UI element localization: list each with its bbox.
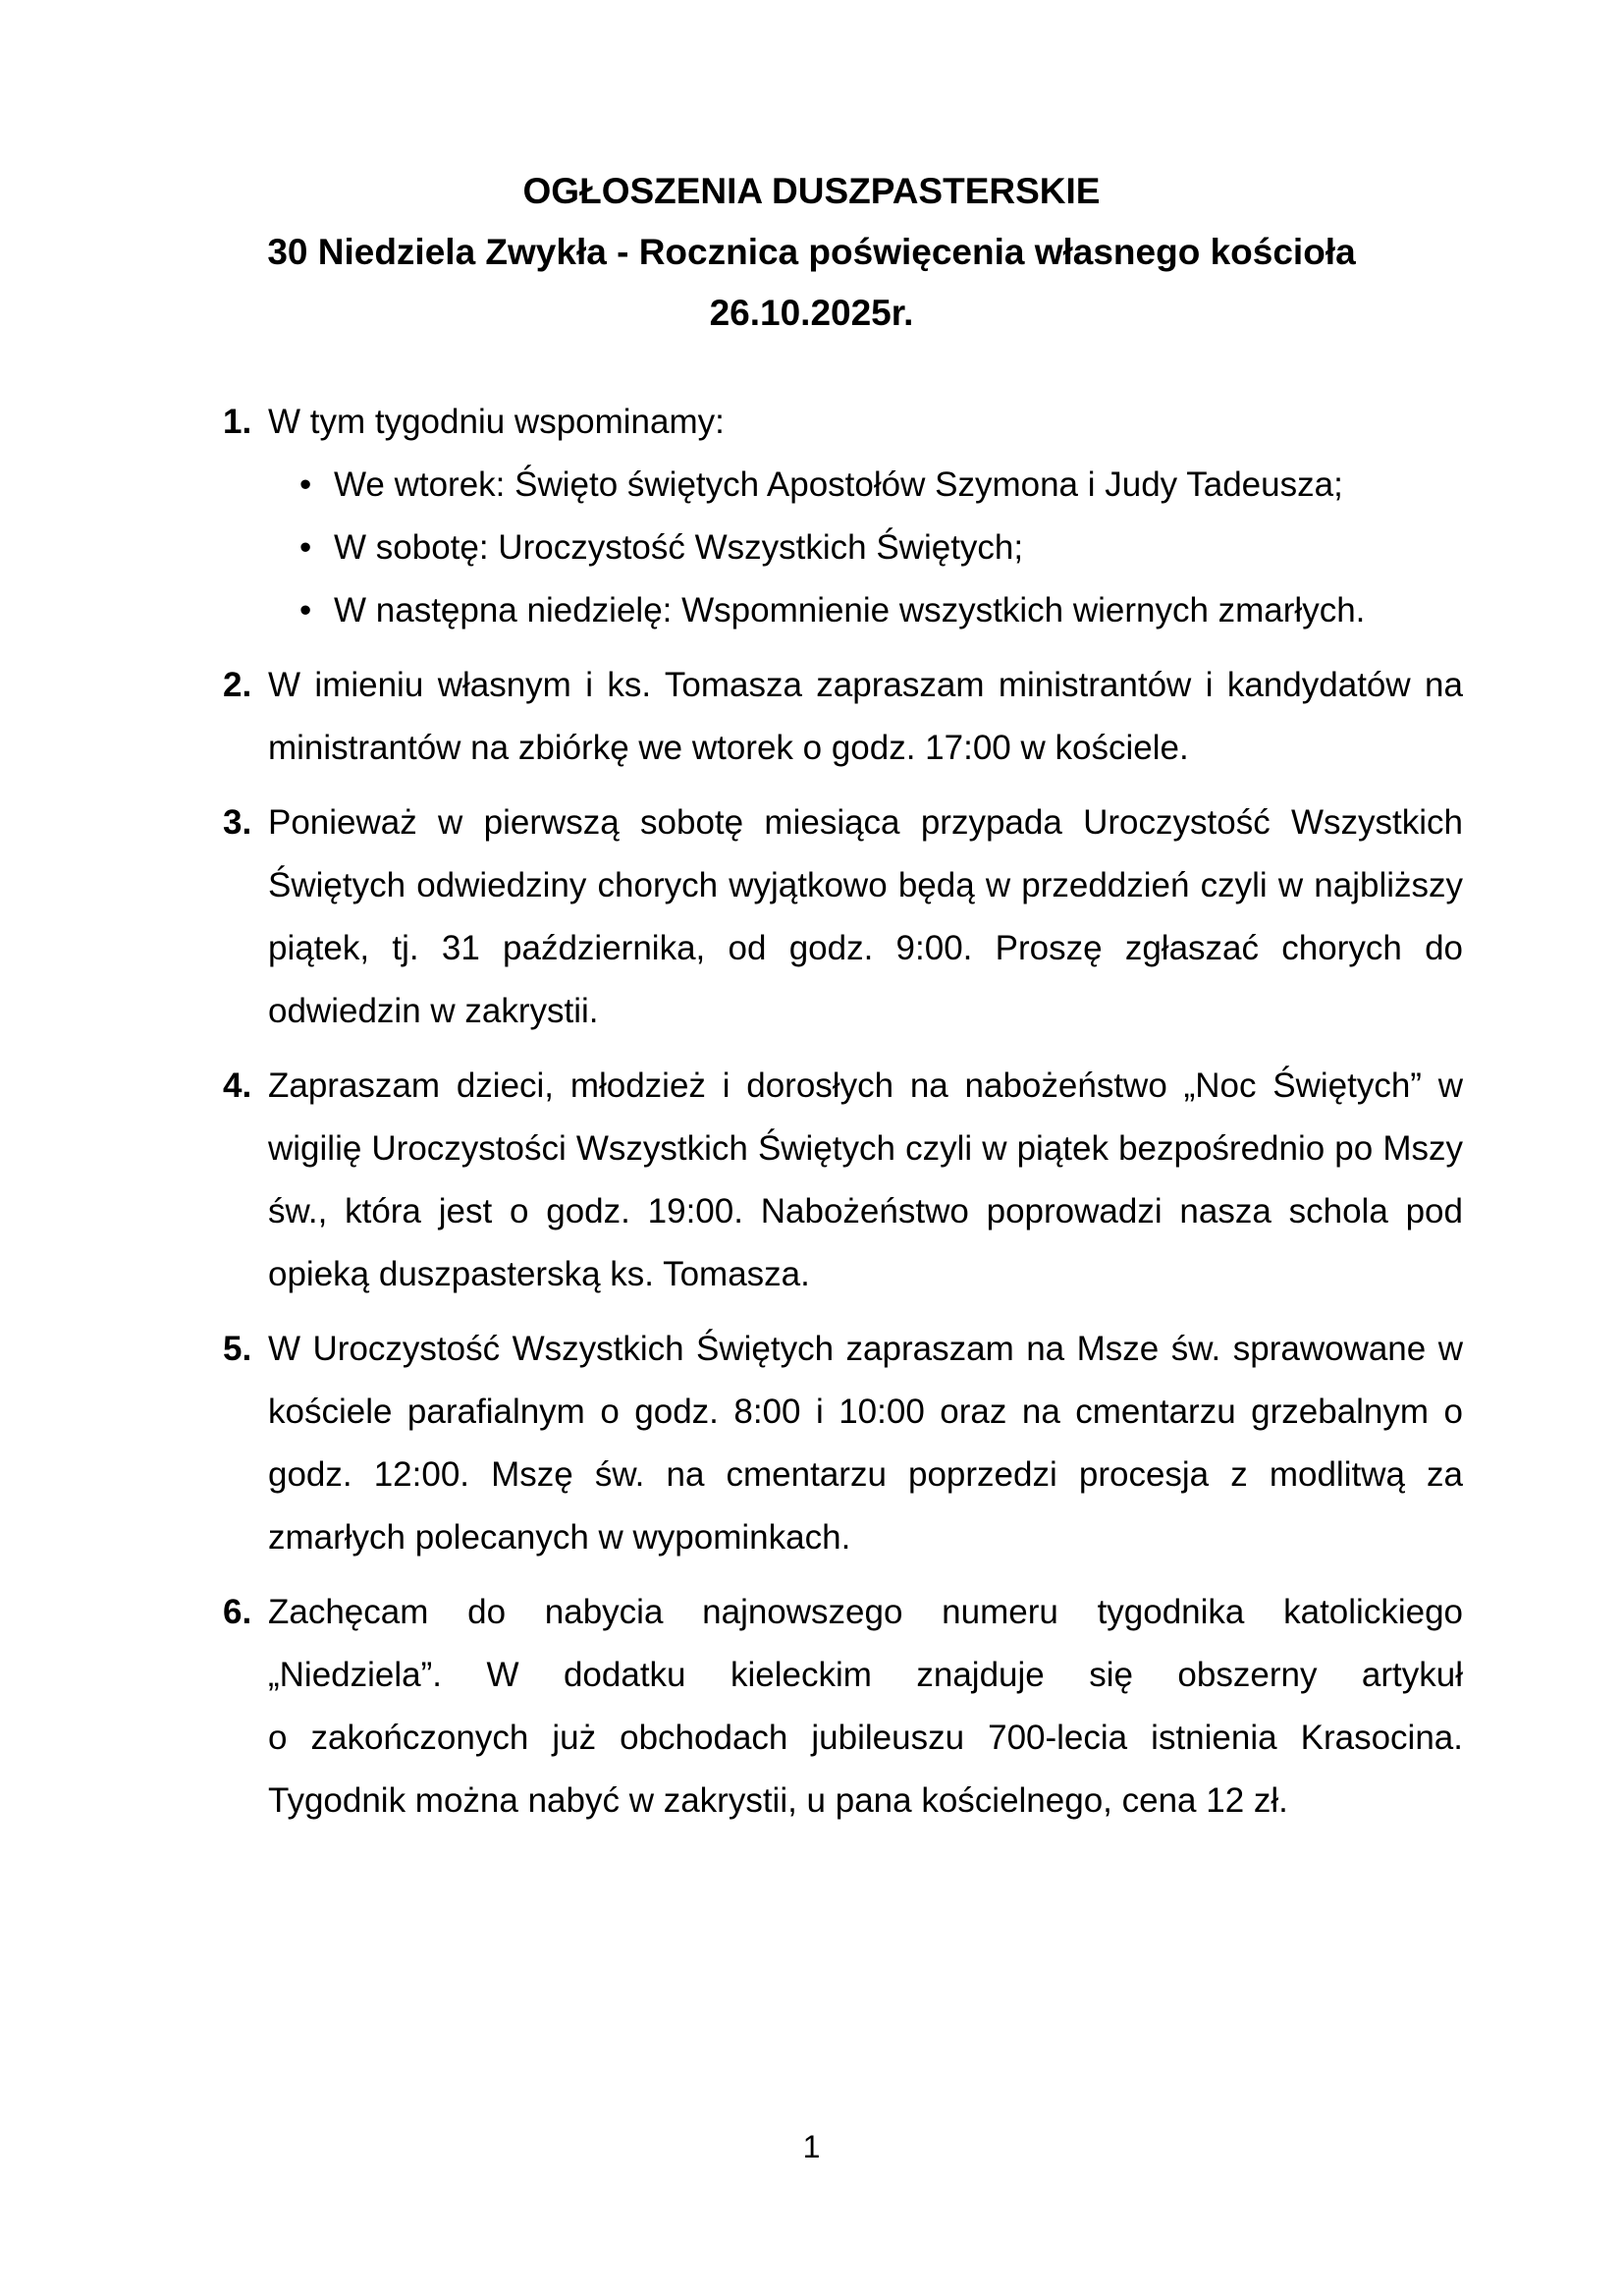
bullet-text: W następna niedzielę: Wspomnienie wszystkich wiernych zmarłych. xyxy=(334,591,1366,629)
item-number: 1. xyxy=(223,403,252,441)
announcement-item xyxy=(223,391,1463,642)
item-text: W Uroczystość Wszystkich Świętych zapraszam na Msze św. sprawowane w kościele parafialnym o godz. 8:00 i 10:00 oraz na cmentarzu grzebalnym o godz. 12:00. Mszę św. na cmentarzu poprzedzi procesja z modlitwą za zmarłych polecanych w wypominkach. xyxy=(268,1330,1463,1557)
bullet-marker-icon: • xyxy=(299,465,312,504)
item-body xyxy=(268,792,1463,1043)
document-header xyxy=(0,0,1623,344)
page-number: 1 xyxy=(802,2129,821,2164)
bullet-marker-icon: • xyxy=(299,528,312,567)
item-number: 2. xyxy=(223,666,252,704)
announcement-item xyxy=(223,1318,1463,1569)
item-text: W imieniu własnym i ks. Tomasza zapraszam ministrantów i kandydatów na ministrantów na zbiórkę we wtorek o godz. 17:00 w kościele. xyxy=(268,666,1463,767)
item-text: Zapraszam dzieci, młodzież i dorosłych na nabożeństwo „Noc Świętych” w wigilię Uroczystości Wszystkich Świętych czyli w piątek bezpośrednio po Mszy św., która jest o godz. 19:00. Nabożeństwo poprowadzi nasza schola pod opieką duszpasterską ks. Tomasza. xyxy=(268,1066,1463,1293)
item-body xyxy=(268,1318,1463,1569)
doc-subtitle: 30 Niedziela Zwykła - Rocznica poświęcenia własnego kościoła xyxy=(267,232,1356,272)
announcement-item xyxy=(223,1055,1463,1306)
item-number: 3. xyxy=(223,803,252,842)
bullet-text: We wtorek: Święto świętych Apostołów Szymona i Judy Tadeusza; xyxy=(334,465,1343,504)
bullet-item xyxy=(268,579,1463,642)
item-number: 6. xyxy=(223,1593,252,1631)
item-body xyxy=(268,1055,1463,1306)
announcement-list xyxy=(0,391,1623,1832)
announcement-item xyxy=(223,1581,1463,1832)
item-text: W tym tygodniu wspominamy: xyxy=(268,403,725,441)
doc-date: 26.10.2025r. xyxy=(709,293,914,333)
item-body xyxy=(268,391,1463,642)
announcement-item xyxy=(223,654,1463,780)
bullet-item xyxy=(268,517,1463,579)
item-text: Zachęcam do nabycia najnowszego numeru tygodnika katolickiego „Niedziela”. W dodatku kieleckim znajduje się obszerny artykuł o zakończonych już obchodach jubileuszu 700-lecia istnienia Krasocina. Tygodnik można nabyć w zakrystii, u pana kościelnego, cena 12 zł. xyxy=(268,1593,1463,1820)
announcement-item xyxy=(223,792,1463,1043)
bullet-item xyxy=(268,454,1463,517)
doc-title: OGŁOSZENIA DUSZPASTERSKIE xyxy=(522,171,1101,211)
item-number: 4. xyxy=(223,1066,252,1105)
page-footer xyxy=(0,2129,1623,2164)
item-number: 5. xyxy=(223,1330,252,1368)
item-body xyxy=(268,1581,1463,1832)
bullet-list xyxy=(268,454,1463,642)
bullet-text: W sobotę: Uroczystość Wszystkich Świętych; xyxy=(334,528,1024,567)
item-body xyxy=(268,654,1463,780)
bullet-marker-icon: • xyxy=(299,591,312,629)
item-text: Ponieważ w pierwszą sobotę miesiąca przypada Uroczystość Wszystkich Świętych odwiedziny chorych wyjątkowo będą w przeddzień czyli w najbliższy piątek, tj. 31 października, od godz. 9:00. Proszę zgłaszać chorych do odwiedzin w zakrystii. xyxy=(268,803,1463,1030)
